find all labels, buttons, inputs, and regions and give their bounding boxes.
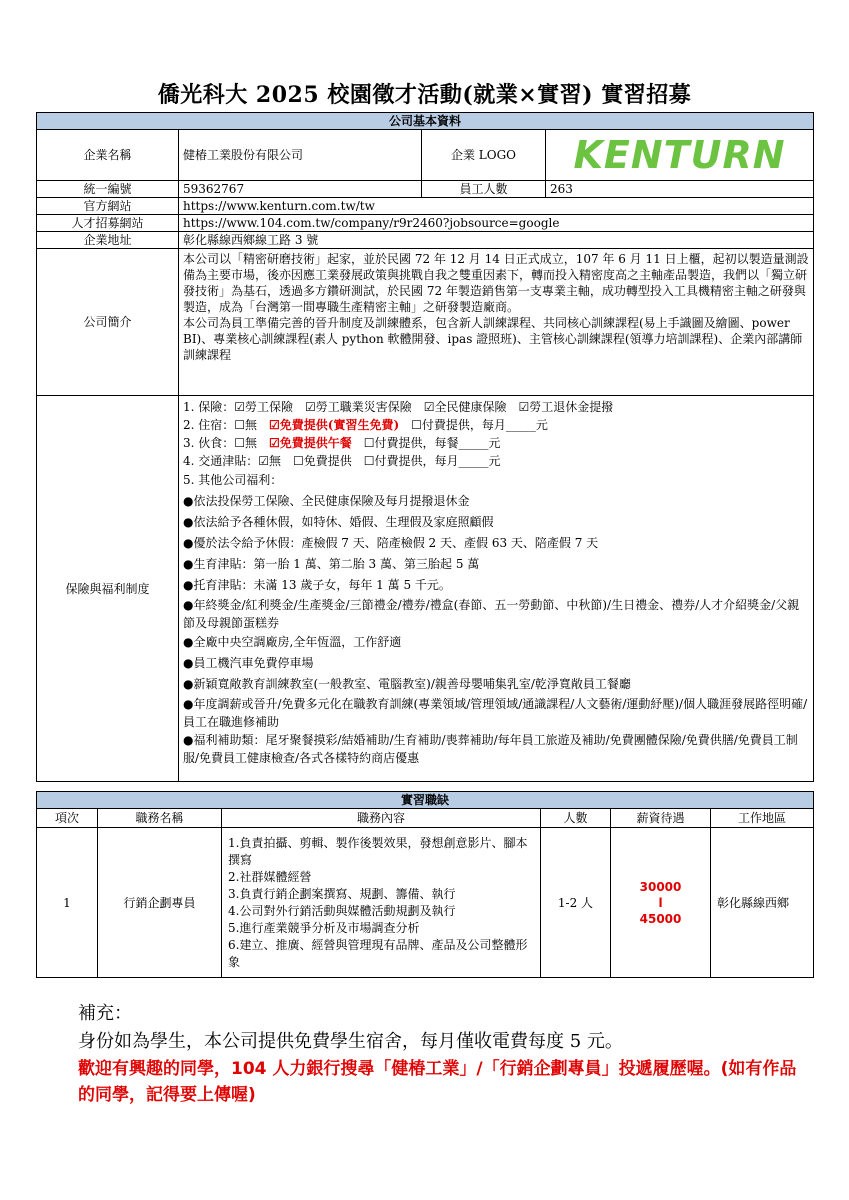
salary-max: 45000 [639,911,682,926]
intro-paragraph: 本公司以「精密研磨技術」起家，並於民國 72 年 12 月 14 日正式成立，107 年 6 月 11 日上櫃，起初以製造量測設備為主要市場，後亦因應工業發展政策與挑戰自我之雙重因素下，轉而投入精密度高之主軸產品製造，我們以「獨立研發技術」為基石，透過多方鑽研測試，於民國 72 年製造銷售第一支專業主軸，成功轉型投入工具機精密主軸之研發與製造，成為「台灣第一間專職生產精密主軸」之研發製造廠商。 [183,252,809,314]
note-apply: 歡迎有興趣的同學，104 人力銀行搜尋「健椿工業」/「行銷企劃專員」投遞履歷喔。(如有作品的同學，記得要上傳喔) [78,1059,797,1105]
header-title: 職務名稱 [98,809,222,828]
company-name: 健椿工業股份有限公司 [179,130,422,181]
recruit-site-url[interactable]: https://www.104.com.tw/company/r9r2460?jobsource=google [179,215,814,232]
logo-label: 企業 LOGO [422,130,546,181]
tax-id: 59362767 [179,181,422,198]
benefits-label: 保險與福利制度 [37,396,179,782]
duty-item: 2.社群媒體經營 [228,869,312,884]
benefit-item: ●員工機汽車免費停車場 [183,656,314,670]
company-name-label: 企業名稱 [37,130,179,181]
intro-paragraph: 本公司為員工準備完善的晉升制度及訓練體系，包含新人訓練課程、共同核心訓練課程(易上手識圖及繪圖、power BI)、專業核心訓練課程(素人 python 軟體開發、ipas 證照班)、主管核心訓練課程(領導力培訓課程)、企業內部講師訓練課程 [183,316,803,362]
duty-item: 3.負責行銷企劃案撰寫、規劃、籌備、執行 [228,886,456,901]
benefit-item: ●年終獎金/紅利獎金/生產獎金/三節禮金/禮券/禮盒(春節、五一勞動節、中秋節)/生日禮金、禮券/人才介紹獎金/父親節及母親節蛋糕券 [183,598,800,630]
benefit-item: ●依法給予各種休假，如特休、婚假、生理假及家庭照顧假 [183,515,494,529]
benefit-item: ●生育津貼：第一胎 1 萬、第二胎 3 萬、第三胎起 5 萬 [183,557,480,571]
company-address: 彰化縣線西鄉線工路 3 號 [179,232,814,249]
benefit-item: ●年度調薪或晉升/免費多元化在職教育訓練(專業領域/管理領域/通識課程/人文藝術/運動紓壓)/個人職涯發展路徑明確/員工在職進修補助 [183,697,808,729]
jobs-table [36,791,814,978]
meals-free-highlight: ☑免費提供午餐 [269,436,352,450]
staff-count: 263 [546,181,814,198]
header-no: 項次 [37,809,98,828]
intro-label: 公司簡介 [37,249,179,396]
benefit-item: ●托育津貼：未滿 13 歲子女，每年 1 萬 5 千元。 [183,578,451,592]
job-count: 1-2 人 [541,828,611,978]
salary-min: 30000 [639,879,682,894]
header-area: 工作地區 [711,809,814,828]
duty-item: 4.公司對外行銷活動與媒體活動規劃及執行 [228,903,456,918]
housing-free-highlight: ☑免費提供(實習生免費) [269,418,400,432]
header-count: 人數 [541,809,611,828]
header-salary: 薪資待遇 [611,809,711,828]
duty-item: 1.負責拍攝、剪輯、製作後製效果，發想創意影片、腳本撰寫 [228,835,528,867]
note-heading: 補充： [78,1003,132,1024]
job-row [37,828,814,978]
jobs-section-header: 實習職缺 [37,792,814,809]
company-section-header: 公司基本資料 [37,113,814,130]
recruit-site-label: 人才招募網站 [37,215,179,232]
tax-id-label: 統一編號 [37,181,179,198]
benefit-item: ●優於法令給予休假：產檢假 7 天、陪產檢假 2 天、產假 63 天、陪產假 7 天 [183,536,599,550]
benefit-insurance: 1. 保險：☑勞工保險 ☑勞工職業災害保險 ☑全民健康保險 ☑勞工退休金提撥 [183,400,614,414]
benefit-item: ●全廠中央空調廠房,全年恆溫，工作舒適 [183,635,402,649]
duty-item: 5.進行產業競爭分析及市場調查分析 [228,920,420,935]
benefit-item: ●依法投保勞工保險、全民健康保險及每月提撥退休金 [183,494,470,508]
benefit-item: ●福利補助類：尾牙聚餐摸彩/結婚補助/生育補助/喪葬補助/每年員工旅遊及補助/免費團體保險/免費供膳/免費員工制服/免費員工健康檢查/各式各樣特約商店優惠 [183,733,798,765]
company-intro [179,249,814,396]
staff-count-label: 員工人數 [422,181,546,198]
website-url[interactable]: https://www.kenturn.com.tw/tw [179,198,814,215]
note-dorm: 身份如為學生，本公司提供免費學生宿舍，每月僅收電費每度 5 元。 [78,1031,623,1052]
benefits-content [179,396,814,782]
benefit-meals: 3. 伙食：☐無 ☑免費提供午餐 ☐付費提供，每餐_____元 [183,436,501,450]
header-duties: 職務內容 [222,809,541,828]
benefit-housing: 2. 住宿：☐無 ☑免費提供(實習生免費) ☐付費提供，每月_____元 [183,418,548,432]
company-logo: KENTURN [546,130,814,181]
page-title: 僑光科大 2025 校園徵才活動(就業×實習) 實習招募 [157,82,692,108]
job-area: 彰化縣線西鄉 [711,828,814,978]
benefit-item: ●新穎寬敞教育訓練教室(一般教室、電腦教室)/親善母嬰哺集乳室/乾淨寬敞員工餐廳 [183,677,631,691]
job-duties [222,828,541,978]
job-title: 行銷企劃專員 [98,828,222,978]
address-label: 企業地址 [37,232,179,249]
job-salary [611,828,711,978]
company-table [36,112,814,782]
benefit-other-heading: 5. 其他公司福利： [183,473,283,487]
job-no: 1 [37,828,98,978]
duty-item: 6.建立、推廣、經營與管理現有品牌、產品及公司整體形象 [228,937,528,969]
benefit-transport: 4. 交通津貼：☑無 ☐免費提供 ☐付費提供，每月_____元 [183,454,501,468]
website-label: 官方網站 [37,198,179,215]
salary-separator: l [658,895,663,910]
supplement-note [78,1000,798,1108]
